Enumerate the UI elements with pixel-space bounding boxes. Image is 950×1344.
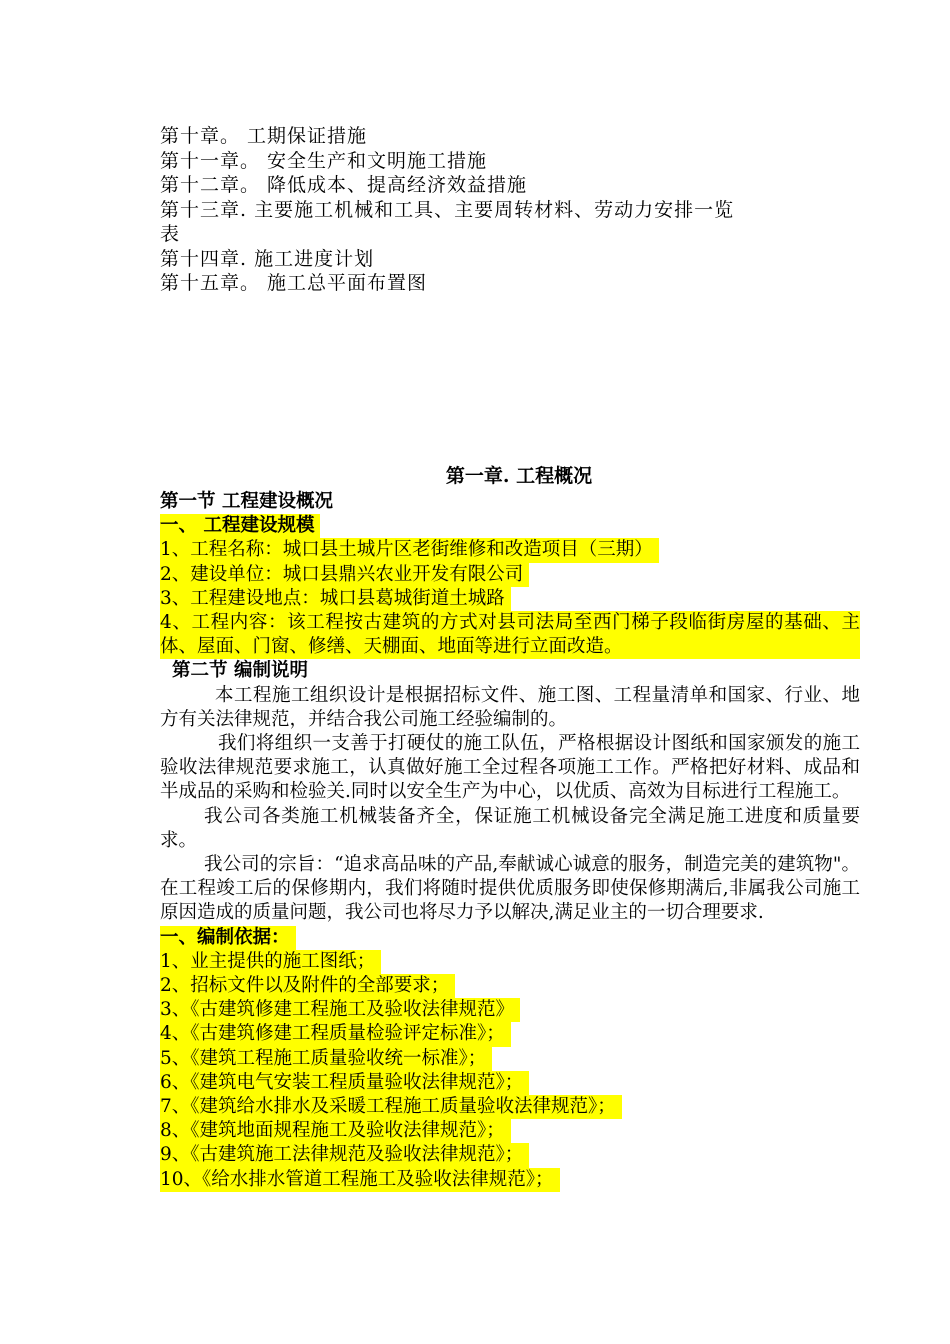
toc-line: 第十五章。 施工总平面布置图: [160, 272, 428, 294]
subsection-title: 一、 工程建设规模: [160, 514, 320, 538]
project-item-content: 4、工程内容：该工程按古建筑的方式对县司法局至西门梯子段临街房屋的基础、主体、屋面、门窗、修缮、天棚面、地面等进行立面改造。: [160, 611, 860, 659]
main-content: [160, 462, 860, 1192]
basis-item: 8、《建筑地面规程施工及验收法律规范》；: [160, 1119, 511, 1143]
basis-item: 9、《古建筑施工法律规范及验收法律规范》；: [160, 1143, 529, 1167]
basis-item: 4、《古建筑修建工程质量检验评定标准》；: [160, 1022, 511, 1046]
toc-line: 第十章。 工期保证措施: [160, 125, 368, 147]
project-item: 3、工程建设地点：城口县葛城街道土城路: [160, 587, 511, 611]
basis-item: 5、《建筑工程施工质量验收统一标准》；: [160, 1047, 492, 1071]
paragraph: 我公司的宗旨：“追求高品味的产品,奉献诚心诚意的服务，制造完美的建筑物"。在工程竣工后的保修期内，我们将随时提供优质服务即使保修期满后,非属我公司施工原因造成的质量问题，我公司也将尽力予以解决,满足业主的一切合理要求.: [160, 854, 860, 924]
toc-line: 第十一章。 安全生产和文明施工措施: [160, 149, 488, 172]
paragraph: 本工程施工组织设计是根据招标文件、施工图、工程量清单和国家、行业、地方有关法律规范，并结合我公司施工经验编制的。: [160, 684, 860, 730]
project-item: 1、工程名称：城口县土城片区老街维修和改造项目（三期）: [160, 538, 659, 562]
basis-item: 3、《古建筑修建工程施工及验收法律规范》: [160, 998, 520, 1022]
basis-item: 2、招标文件以及附件的全部要求；: [160, 974, 455, 998]
project-item: 2、建设单位：城口县鼎兴农业开发有限公司: [160, 563, 529, 587]
section-1-title: 第一节 工程建设概况: [160, 491, 333, 512]
table-of-contents: [160, 124, 860, 296]
basis-item: 10、《给水排水管道工程施工及验收法律规范》；: [160, 1168, 560, 1192]
toc-line: 第十三章. 主要施工机械和工具、主要周转材料、劳动力安排一览: [160, 198, 735, 221]
basis-item: 1、业主提供的施工图纸；: [160, 950, 381, 974]
paragraph: 我公司各类施工机械装备齐全，保证施工机械设备完全满足施工进度和质量要求。: [160, 805, 860, 851]
chapter-title: 第一章. 工程概况: [445, 465, 593, 487]
section-2-title: 第二节 编制说明: [172, 660, 308, 682]
toc-line: 第十二章。 降低成本、提高经济效益措施: [160, 174, 528, 196]
basis-title: 一、编制依据：: [160, 926, 296, 950]
basis-item: 7、《建筑给水排水及采暖工程施工质量验收法律规范》；: [160, 1095, 622, 1119]
toc-line: 表: [160, 223, 181, 245]
paragraph: 我们将组织一支善于打硬仗的施工队伍，严格根据设计图纸和国家颁发的施工验收法律规范要求施工，认真做好施工全过程各项施工工作。严格把好材料、成品和半成品的采购和检验关.同时以安全生产为中心，以优质、高效为目标进行工程施工。: [160, 733, 860, 803]
toc-line: 第十四章. 施工进度计划: [160, 247, 375, 270]
basis-item: 6、《建筑电气安装工程质量验收法律规范》；: [160, 1071, 529, 1095]
